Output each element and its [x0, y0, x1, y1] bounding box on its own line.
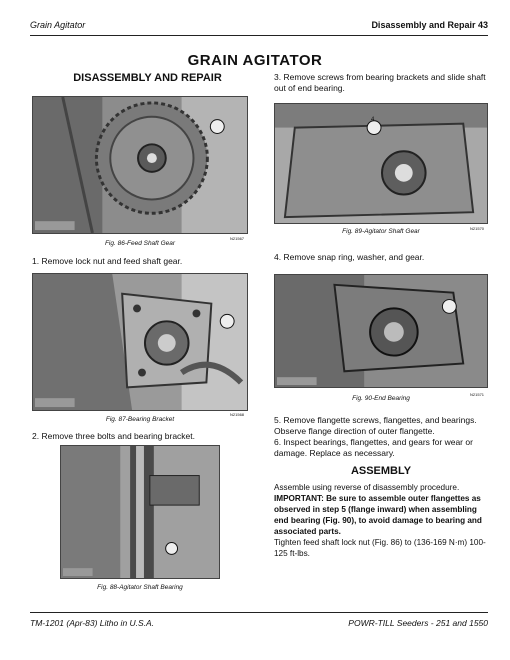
step-3: 3. Remove screws from bearing brackets and slide shaft out of end bearing. — [274, 72, 486, 93]
figure-photo-bearing-bracket — [32, 273, 248, 411]
figure-code: N21571 — [470, 392, 485, 397]
header-section-name: Grain Agitator — [30, 20, 86, 30]
callout-number: 4 — [371, 117, 375, 123]
figure-caption: Fig. 89-Agitator Shaft Gear — [342, 228, 420, 235]
step-4: 4. Remove snap ring, washer, and gear. — [274, 252, 425, 262]
figure-caption: Fig. 88-Agitator Shaft Bearing — [97, 584, 183, 591]
step-1: 1. Remove lock nut and feed shaft gear. — [32, 256, 183, 266]
figure-caption: Fig. 87-Bearing Bracket — [105, 416, 175, 423]
page-footer — [30, 612, 488, 628]
figure-photo-agitator-shaft-bearing — [60, 445, 220, 579]
figure-code: N21568 — [230, 412, 245, 417]
figure-code: N21570 — [470, 226, 485, 231]
figure-photo-agitator-shaft-gear — [274, 103, 488, 224]
step-2: 2. Remove three bolts and bearing bracket. — [32, 431, 196, 441]
figure-code: N21567 — [230, 236, 245, 241]
step-6: 6. Inspect bearings, flangettes, and gears for wear or damage. Replace as necessary. — [274, 437, 473, 458]
figure-photo-end-bearing — [274, 274, 488, 388]
figure-caption: Fig. 90-End Bearing — [352, 395, 410, 402]
page-header — [30, 20, 488, 36]
torque-spec: Tighten feed shaft lock nut (Fig. 86) to (136-169 N·m) 100-125 ft-lbs. — [274, 538, 486, 558]
section-title-assembly: ASSEMBLY — [350, 465, 412, 477]
assembly-instruction: Assemble using reverse of disassembly procedure. — [274, 483, 460, 492]
header-chapter-page: Disassembly and Repair 43 — [371, 20, 488, 30]
step-5: 5. Remove flangette screws, flangettes, and bearings. Observe flange direction of outer flangette. — [274, 415, 477, 436]
page-title: GRAIN AGITATOR — [187, 52, 323, 69]
figure-photo-feed-shaft-gear — [32, 96, 248, 234]
footer-manual-id: TM-1201 (Apr-83) Litho in U.S.A. — [30, 618, 155, 628]
section-title-disassembly: DISASSEMBLY AND REPAIR — [73, 72, 222, 84]
footer-product-name: POWR-TILL Seeders - 251 and 1550 — [348, 618, 488, 628]
important-notice: IMPORTANT: Be sure to assemble outer flangettes as observed in step 5 (flange inward) when assembling end bearing (Fig. 90), to avoid damage to bearing and associated parts. — [274, 494, 482, 536]
figure-caption: Fig. 86-Feed Shaft Gear — [104, 240, 176, 247]
